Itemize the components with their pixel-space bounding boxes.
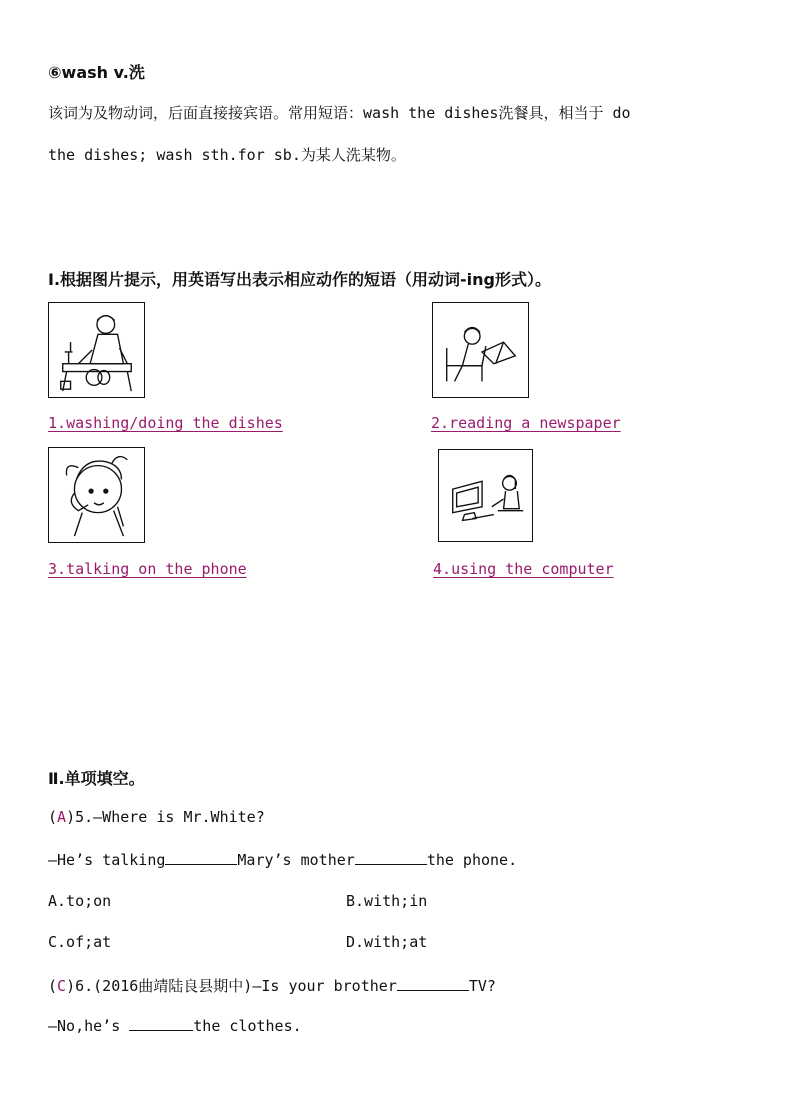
- q5-reply: [48, 850, 517, 869]
- q5-paren-open: (: [48, 808, 58, 826]
- q6-paren-close: ): [66, 977, 76, 995]
- q6-paren-open: (: [48, 977, 58, 995]
- q5-paren-close: ): [66, 808, 76, 826]
- question-6: [48, 975, 496, 996]
- q6-stem-part-a: 6.(2016曲靖陆良县期中)—Is your brother: [75, 977, 397, 995]
- answer-3-number: 3.: [48, 560, 67, 578]
- q5-option-a: A.to;on: [48, 892, 112, 910]
- answer-4: [433, 560, 614, 578]
- q5-answer: A: [57, 808, 67, 826]
- section-2-heading: Ⅱ.单项填空。: [48, 769, 145, 788]
- q6-reply: [48, 1016, 302, 1035]
- q5-reply-part-c: the phone.: [426, 851, 518, 869]
- answer-2-text: reading a newspaper: [449, 414, 621, 432]
- answer-1-text: washing/doing the dishes: [66, 414, 283, 432]
- answer-4-number: 4.: [433, 560, 452, 578]
- using-computer-icon: [438, 449, 533, 542]
- answer-3: [48, 560, 247, 578]
- talking-phone-icon: [48, 447, 145, 543]
- answer-1-number: 1.: [48, 414, 67, 432]
- q5-option-b: B.with;in: [346, 892, 428, 910]
- reading-newspaper-icon: [432, 302, 529, 398]
- answer-2: [431, 414, 621, 432]
- answer-3-text: talking on the phone: [66, 560, 247, 578]
- q5-reply-part-b: Mary’s mother: [237, 851, 355, 869]
- q5-option-d: D.with;at: [346, 933, 428, 951]
- q6-blank-2[interactable]: [129, 1016, 193, 1031]
- q6-reply-part-a: —No,he’s: [48, 1017, 130, 1035]
- q5-reply-part-a: —He’s talking: [48, 851, 166, 869]
- answer-2-number: 2.: [431, 414, 450, 432]
- q5-stem: 5.—Where is Mr.White?: [75, 808, 265, 826]
- q6-stem-part-b: TV?: [468, 977, 496, 995]
- question-5: [48, 808, 265, 826]
- q6-answer: C: [57, 977, 67, 995]
- q5-blank-1[interactable]: [165, 850, 237, 865]
- section-1-heading: Ⅰ.根据图片提示，用英语写出表示相应动作的短语（用动词-ing形式）。: [48, 270, 552, 289]
- washing-dishes-icon: [48, 302, 145, 398]
- vocab-line-1: 该词为及物动词，后面直接接宾语。常用短语：wash the dishes洗餐具，相当于 do: [48, 104, 631, 122]
- vocab-heading: ⑥wash v.洗: [48, 63, 145, 82]
- q6-blank-1[interactable]: [397, 976, 469, 991]
- q5-option-c: C.of;at: [48, 933, 112, 951]
- vocab-line-2: the dishes; wash sth.for sb.为某人洗某物。: [48, 146, 406, 164]
- q6-reply-part-b: the clothes.: [193, 1017, 302, 1035]
- answer-4-text: using the computer: [451, 560, 614, 578]
- answer-1: [48, 414, 283, 432]
- q5-blank-2[interactable]: [355, 850, 427, 865]
